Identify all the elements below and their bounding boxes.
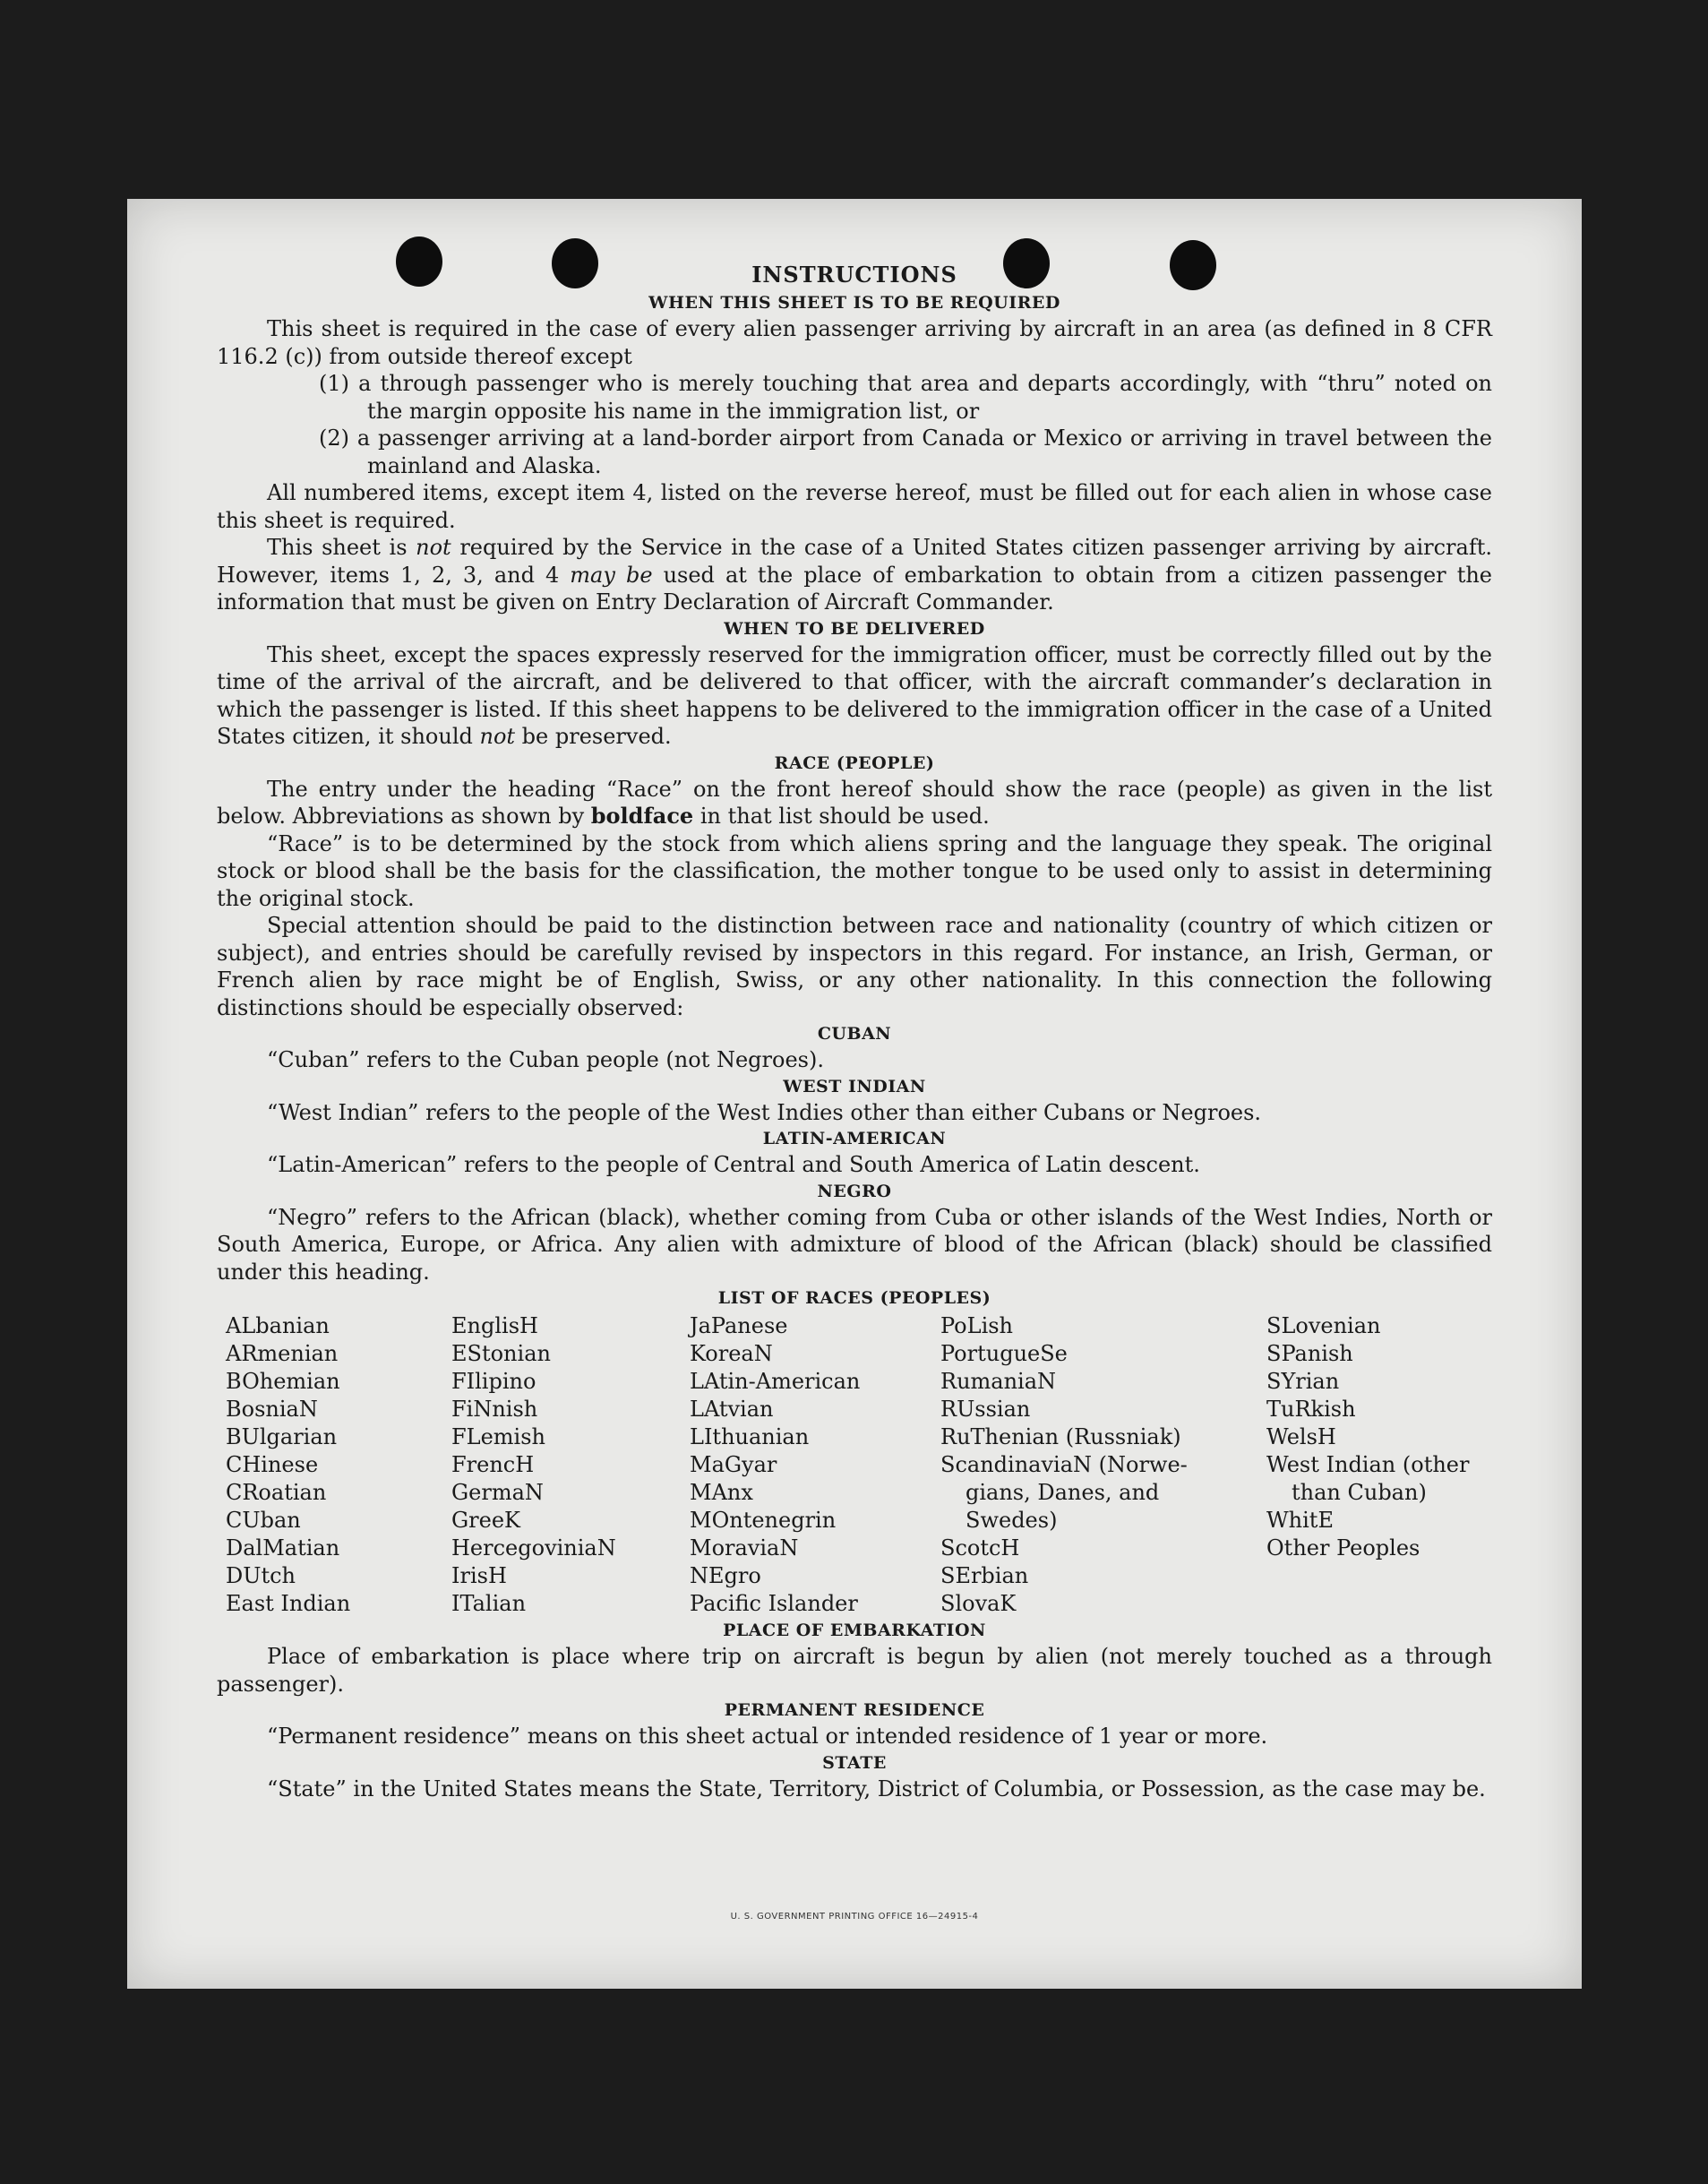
item-text: a passenger arriving at a land-border airport from Canada or Mexico or arriving in travel between the mainland and Alaska. <box>356 426 1492 478</box>
heading-race: RACE (PEOPLE) <box>774 752 935 773</box>
race-entry: SPanish <box>1266 1341 1353 1366</box>
race-entry: RumaniaN <box>940 1369 1057 1394</box>
race-entry: FLemish <box>451 1424 545 1449</box>
text-run: The entry under the heading “Race” on the front hereof should show the race (people) as given in the list below. Abbreviations as shown by <box>217 776 1492 829</box>
heading-embarkation: PLACE OF EMBARKATION <box>723 1621 986 1640</box>
heading-negro: NEGRO <box>817 1181 892 1201</box>
paragraph: “State” in the United States means the State, Territory, District of Columbia, or Possession, as the case may be. <box>267 1776 1486 1801</box>
race-entry: MoraviaN <box>690 1535 799 1561</box>
race-entry: BOhemian <box>226 1369 340 1394</box>
race-entry: SYrian <box>1266 1369 1340 1394</box>
race-entry: ScotcH <box>940 1535 1020 1561</box>
bold-run: boldface <box>590 803 694 829</box>
heading-when-delivered: WHEN TO BE DELIVERED <box>724 618 985 639</box>
heading-when-required: WHEN THIS SHEET IS TO BE REQUIRED <box>648 293 1060 313</box>
document-page <box>127 199 1582 1989</box>
race-entry: BosniaN <box>226 1397 318 1422</box>
race-entry: ALbanian <box>226 1313 330 1338</box>
race-entry: DalMatian <box>226 1535 340 1561</box>
race-entry: MaGyar <box>690 1452 777 1477</box>
heading-list-of-races: LIST OF RACES (PEOPLES) <box>717 1288 991 1308</box>
paragraph: “West Indian” refers to the people of the West Indies other than either Cubans or Negroes. <box>267 1099 1262 1125</box>
page-title: INSTRUCTIONS <box>751 262 957 288</box>
race-entry: CUban <box>226 1508 301 1533</box>
paragraph: “Permanent residence” means on this sheet actual or intended residence of 1 year or more. <box>267 1724 1268 1749</box>
heading-latin-american: LATIN-AMERICAN <box>762 1129 947 1148</box>
race-entry: IrisH <box>451 1563 507 1588</box>
text-run: This sheet, except the spaces expressly reserved for the immigration officer, must be correctly filled out by the time of the arrival of the aircraft, and be delivered to that officer, with the aircraft commander’s declaration in which the passenger is listed. If this sheet happens to be delivered to the immigration officer in the case of a United States citizen, it should <box>217 641 1492 749</box>
races-column <box>1266 1312 1501 1618</box>
race-entry: East Indian <box>226 1591 351 1616</box>
italic-run: not <box>479 724 516 749</box>
race-entry: JaPanese <box>690 1313 788 1338</box>
race-entry: LAtin-American <box>690 1369 861 1394</box>
races-column <box>690 1312 940 1618</box>
paragraph: “Negro” refers to the African (black), whether coming from Cuba or other islands of the West Indies, North or South America, Europe, or Africa. Any alien with admixture of blood of the African (black) should be classified under this heading. <box>217 1204 1492 1285</box>
race-entry: ScandinaviaN (Norwe- <box>940 1452 1188 1477</box>
race-entry: FIlipino <box>451 1369 536 1394</box>
race-entry: FiNnish <box>451 1397 538 1422</box>
race-entry: WelsH <box>1266 1424 1336 1449</box>
race-entry: GreeK <box>451 1508 520 1533</box>
race-entry: West Indian (other <box>1266 1452 1470 1477</box>
race-entry: Other Peoples <box>1266 1535 1420 1561</box>
race-entry: BUlgarian <box>226 1424 338 1449</box>
race-entry: than Cuban) <box>1292 1480 1427 1505</box>
race-entry: LAtvian <box>690 1397 774 1422</box>
race-entry: RuThenian (Russniak) <box>940 1424 1181 1449</box>
race-entry: NEgro <box>690 1563 761 1588</box>
instructions-body <box>217 260 1492 1802</box>
paragraph <box>217 641 1492 751</box>
heading-cuban: CUBAN <box>817 1024 892 1044</box>
paragraph <box>217 776 1492 830</box>
race-entry: KoreaN <box>690 1341 773 1366</box>
race-entry: MOntenegrin <box>690 1508 837 1533</box>
text-run: in that list should be used. <box>693 804 990 829</box>
printer-footer: U. S. GOVERNMENT PRINTING OFFICE 16—24915-4 <box>730 1912 979 1922</box>
race-entry: CHinese <box>226 1452 319 1477</box>
race-entry: Swedes) <box>966 1508 1058 1533</box>
race-entry: DUtch <box>226 1563 296 1588</box>
text-run: required by the Service in the case of a United States citizen passenger arriving by aircraft. However, items 1, 2, 3, and 4 <box>217 535 1492 588</box>
race-entry: GermaN <box>451 1480 544 1505</box>
paragraph: Place of embarkation is place where trip on aircraft is begun by alien (not merely touched as a through passenger). <box>217 1644 1492 1697</box>
race-entry: CRoatian <box>226 1480 327 1505</box>
text-run: This sheet is <box>267 535 416 560</box>
race-entry: Pacific Islander <box>690 1591 858 1616</box>
race-entry: MAnx <box>690 1480 753 1505</box>
race-entry: WhitE <box>1266 1508 1334 1533</box>
race-entry: FrencH <box>451 1452 535 1477</box>
paragraph <box>217 534 1492 616</box>
italic-run: not <box>416 535 451 560</box>
race-entry: EnglisH <box>451 1313 538 1338</box>
item-number: (2) <box>319 426 349 451</box>
race-entry: SErbian <box>940 1563 1029 1588</box>
race-entry: ITalian <box>451 1591 527 1616</box>
text-run: used at the place of embarkation to obtain from a citizen passenger the information that must be given on Entry Declaration of Aircraft Commander. <box>217 562 1492 615</box>
race-entry: SLovenian <box>1266 1313 1381 1338</box>
race-entry: gians, Danes, and <box>966 1480 1160 1505</box>
heading-west-indian: WEST INDIAN <box>783 1076 926 1096</box>
paragraph: “Race” is to be determined by the stock from which aliens spring and the language they speak. The original stock or blood shall be the basis for the classification, the mother tongue to be used only to assist in determining the original stock. <box>217 830 1492 911</box>
text-run: be preserved. <box>515 724 672 749</box>
race-entry: SlovaK <box>940 1591 1017 1616</box>
race-entry: HercegoviniaN <box>451 1535 616 1561</box>
race-entry: PortugueSe <box>940 1341 1068 1366</box>
races-column <box>940 1312 1266 1618</box>
paragraph: “Latin-American” refers to the people of Central and South America of Latin descent. <box>267 1152 1200 1177</box>
list-item <box>217 370 1492 425</box>
races-list <box>226 1312 1492 1618</box>
paragraph: All numbered items, except item 4, listed on the reverse hereof, must be filled out for each alien in whose case this sheet is required. <box>217 480 1492 533</box>
heading-residence: PERMANENT RESIDENCE <box>724 1700 985 1720</box>
item-text: a through passenger who is merely touching that area and departs accordingly, with “thru” noted on the margin opposite his name in the immigration list, or <box>358 371 1492 424</box>
race-entry: RUssian <box>940 1397 1031 1422</box>
races-column <box>451 1312 690 1618</box>
list-item <box>217 425 1492 479</box>
race-entry: LIthuanian <box>690 1424 810 1449</box>
race-entry: TuRkish <box>1266 1397 1356 1422</box>
italic-run: may be <box>570 562 653 588</box>
item-number: (1) <box>319 371 349 396</box>
heading-state: STATE <box>822 1752 887 1773</box>
paragraph-intro: This sheet is required in the case of every alien passenger arriving by aircraft in an area (as defined in 8 CFR 116.2 (c)) from outside thereof except <box>217 316 1492 369</box>
race-entry: ARmenian <box>226 1341 339 1366</box>
races-column <box>226 1312 451 1618</box>
race-entry: PoLish <box>940 1313 1014 1338</box>
race-entry: EStonian <box>451 1341 551 1366</box>
paragraph: Special attention should be paid to the distinction between race and nationality (country of which citizen or subject), and entries should be carefully revised by inspectors in this regard. For instance, an Irish, German, or French alien by race might be of English, Swiss, or any other nationality. In this connection the following distinctions should be especially observed: <box>217 913 1492 1020</box>
paragraph: “Cuban” refers to the Cuban people (not Negroes). <box>267 1047 824 1072</box>
